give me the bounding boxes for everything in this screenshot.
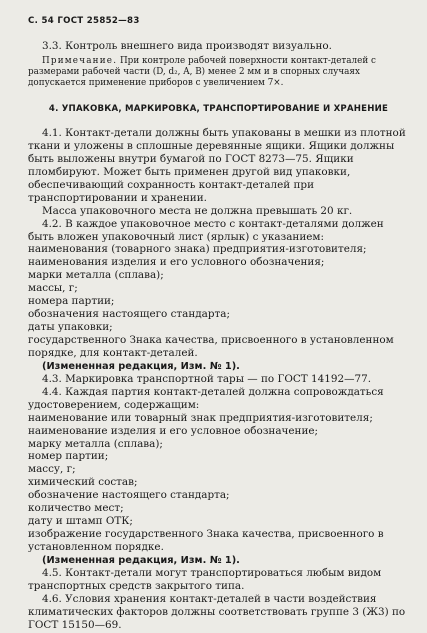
list-item: номер партии; [28,450,109,463]
list-item: даты упаковки; [28,320,113,333]
list-item: количество мест; [28,502,124,515]
list-item: дату и штамп ОТК; [28,514,133,527]
page-header: С. 54 ГОСТ 25852—83 [28,16,140,26]
clause-4-1-mass: Масса упаковочного места не должна превышать 20 кг. [42,204,353,217]
list-item: наименование или товарный знак предприятия-изготовителя; [28,411,373,424]
amendment-note-2: (Измененная редакция, Изм. № 1). [42,554,240,566]
list-item: обозначения настоящего стандарта; [28,307,230,320]
list-item: наименования изделия и его условного обозначения; [28,256,325,269]
clause-4-5: 4.5. Контакт-детали могут транспортироваться любым видом транспортных средств закрытого типа. [28,567,382,593]
clause-4-2: 4.2. В каждое упаковочное место с контакт-деталями должен быть вложен упаковочный лист (ярлык) с указанием: [28,217,384,243]
clause-4-3: 4.3. Маркировка транспортной тары — по ГОСТ 14192—77. [42,373,372,386]
list-item: массу, г; [28,463,76,476]
clause-4-1: 4.1. Контакт-детали должны быть упакованы в мешки из плотной ткани и уложены в сплошные деревянные ящики. Ящики должны быть выложены внутри бумагой по ГОСТ 8273—75. Ящики пломбируют. Может быть применен другой вид упаковки, обеспечивающий сохранность контакт-деталей при транспортировании и хранении. [28,127,406,204]
clause-4-2-tail: государственного Знака качества, присвоенного в установленном порядке, для контакт-деталей. [28,333,394,359]
note [28,56,409,88]
list-item: наименования (товарного знака) предприятия-изготовителя; [28,243,367,256]
clause-3-3: 3.3. Контроль внешнего вида производят визуально. [42,40,332,52]
amendment-note-1: (Измененная редакция, Изм. № 1). [42,360,240,372]
note-text: При контроле рабочей поверхности контакт-деталей с размерами рабочей части (D, d₂, A, B) менее 2 мм и в спорных случаях допускается применение приборов с увеличением 7×. [28,55,376,88]
list-item: химический состав; [28,476,138,489]
clause-4-4: 4.4. Каждая партия контакт-деталей должна сопровождаться удостоверением, содержащим: [28,385,384,411]
list-item: массы, г; [28,282,78,295]
clause-4-6: 4.6. Условия хранения контакт-деталей в части воздействия климатических факторов должны соответствовать группе 3 (Ж3) по ГОСТ 15150—69. [28,592,406,631]
certificate-contents-list [28,412,409,528]
list-item: обозначение настоящего стандарта; [28,489,230,502]
list-item: марку металла (сплава); [28,437,163,450]
note-label: Примечание. [42,55,118,66]
list-item: номера партии; [28,295,115,308]
list-item: наименование изделия и его условное обозначение; [28,424,319,437]
clause-4-4-tail: изображение государственного Знака качества, присвоенного в установленном порядке. [28,527,384,553]
section-4-heading: 4. УПАКОВКА, МАРКИРОВКА, ТРАНСПОРТИРОВАНИЕ И ХРАНЕНИЕ [48,104,389,115]
list-item: марки металла (сплава); [28,269,164,282]
label-contents-list [28,243,409,333]
